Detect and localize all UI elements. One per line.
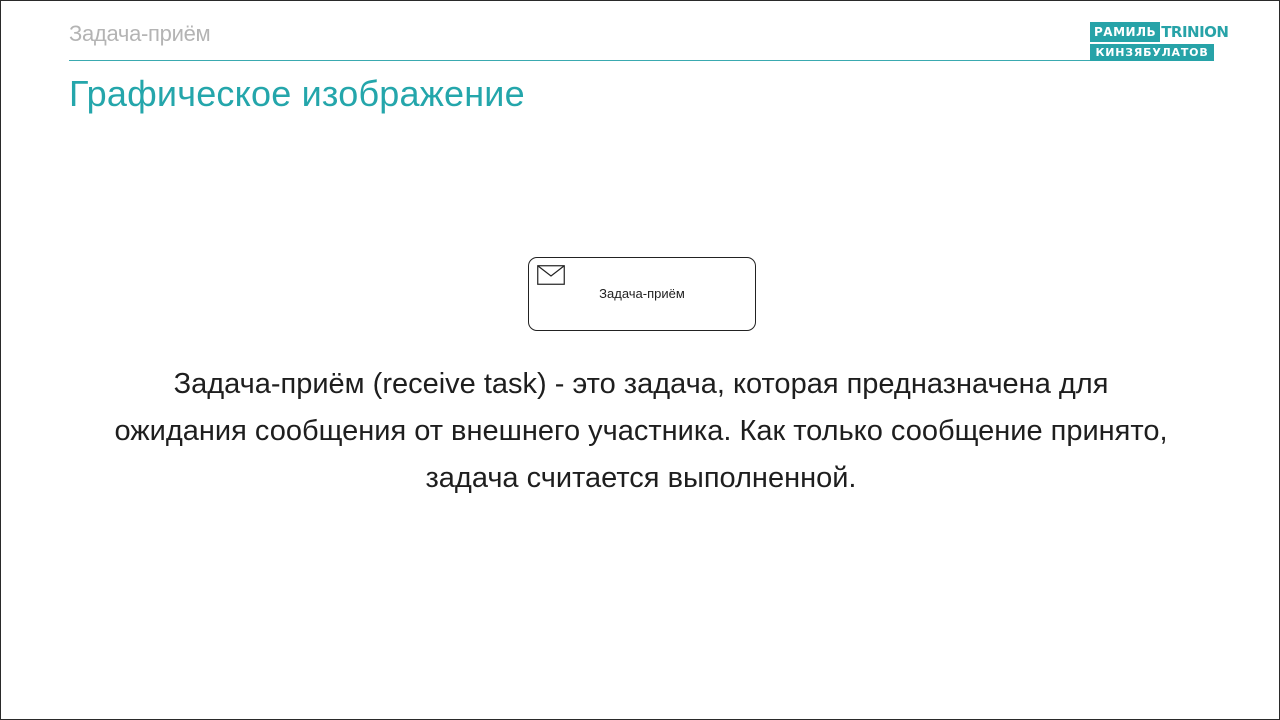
description-text: [61, 361, 1221, 502]
logo-top-row: [1090, 22, 1229, 42]
task-label: Задача-приём: [599, 286, 685, 301]
receive-task-shape: [528, 257, 756, 331]
page-title: Графическое изображение: [69, 73, 525, 114]
logo-brand: TRINION: [1161, 23, 1229, 41]
description-line: задача считается выполненной.: [425, 462, 857, 494]
logo: [1090, 22, 1229, 61]
description-line: ожидания сообщения от внешнего участника. Как только сообщение принято,: [114, 415, 1168, 447]
envelope-icon: [537, 265, 565, 285]
header-divider: [69, 60, 1091, 61]
logo-surname: КИНЗЯБУЛАТОВ: [1090, 44, 1214, 61]
description-line: Задача-приём (receive task) - это задача, которая предназначена для: [173, 368, 1109, 400]
section-label: Задача-приём: [69, 21, 211, 46]
logo-name: РАМИЛЬ: [1090, 22, 1160, 42]
